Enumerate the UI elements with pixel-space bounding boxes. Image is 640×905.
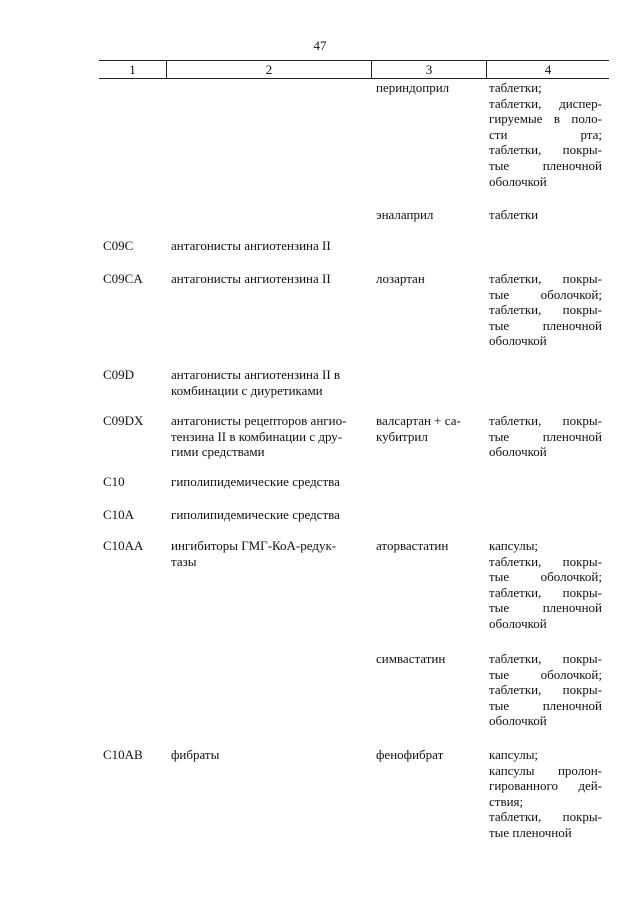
page-number: 47 — [313, 38, 327, 53]
dosage-form-line: тые пленочной — [489, 317, 602, 333]
dosage-form-line: тые пленочной — [489, 428, 602, 444]
dosage-forms — [489, 538, 602, 632]
drug-name: аторвастатин — [376, 538, 449, 553]
dosage-forms — [489, 413, 602, 460]
group-name: антагонисты рецепторов ангио- тензина II в комбинации с дру- гими средствами — [171, 413, 347, 460]
dosage-form-line: гированного дей- — [489, 778, 602, 794]
atc-code: C09C — [103, 238, 134, 253]
dosage-form-line: ствия; — [489, 793, 524, 809]
drug-name: лозартан — [376, 271, 425, 286]
header-col-2: 2 — [166, 61, 371, 78]
dosage-form-line: гируемые в поло- — [489, 111, 602, 127]
atc-code: C10A — [103, 507, 135, 522]
dosage-form-line: таблетки, покры- — [489, 142, 602, 158]
dosage-form-line: капсулы; — [489, 747, 539, 762]
dosage-form-line: таблетки; — [489, 80, 542, 95]
dosage-forms — [489, 271, 602, 349]
dosage-form-line: тые пленочной — [489, 824, 572, 840]
dosage-forms — [489, 651, 602, 729]
dosage-form-line: таблетки, покры- — [489, 809, 602, 825]
dosage-form-line: таблетки, покры- — [489, 413, 602, 428]
group-name: ингибиторы ГМГ-КоА-редук- тазы — [171, 538, 337, 569]
dosage-form-line: таблетки, покры- — [489, 651, 602, 666]
dosage-form-line: капсулы; — [489, 538, 539, 553]
dosage-form-line: оболочкой — [489, 333, 547, 349]
drug-name: периндоприл — [376, 80, 450, 95]
dosage-form-line: таблетки, покры- — [489, 271, 602, 286]
dosage-form-line: оболочкой — [489, 444, 547, 460]
group-name: антагонисты ангиотензина II в комбинации с диуретиками — [171, 367, 341, 398]
group-name: антагонисты ангиотензина II — [171, 238, 331, 253]
dosage-form-line: оболочкой — [489, 615, 547, 631]
header-col-4: 4 — [486, 61, 609, 78]
dosage-form-line: оболочкой — [489, 173, 547, 189]
atc-code: C10 — [103, 474, 125, 489]
dosage-form-line: таблетки, покры- — [489, 682, 602, 698]
dosage-forms — [489, 747, 602, 841]
dosage-form-line: таблетки, покры- — [489, 584, 602, 600]
dosage-form-line: тые пленочной — [489, 157, 602, 173]
drug-name: фенофибрат — [376, 747, 444, 762]
drug-name: эналаприл — [376, 207, 434, 222]
dosage-form-line: таблетки, диспер- — [489, 95, 602, 111]
dosage-form-line: таблетки, покры- — [489, 302, 602, 318]
drug-name: валсартан + са- кубитрил — [376, 413, 461, 444]
dosage-form-line: таблетки — [489, 207, 539, 222]
dosage-forms — [489, 207, 602, 223]
atc-code: C10AA — [103, 538, 144, 553]
atc-code: C10AB — [103, 747, 143, 762]
dosage-form-line: сти рта; — [489, 126, 602, 142]
group-name: фибраты — [171, 747, 220, 762]
group-name: гиполипидемические средства — [171, 507, 340, 522]
dosage-form-line: капсулы пролон- — [489, 762, 602, 778]
dosage-form-line: тые оболочкой; — [489, 286, 602, 302]
dosage-form-line: оболочкой — [489, 713, 547, 729]
header-col-3: 3 — [371, 61, 486, 78]
dosage-forms — [489, 80, 602, 189]
group-name: гиполипидемические средства — [171, 474, 340, 489]
atc-code: C09CA — [103, 271, 143, 286]
atc-code: C09DX — [103, 413, 144, 428]
drug-name: симвастатин — [376, 651, 446, 666]
dosage-form-line: тые оболочкой; — [489, 666, 602, 682]
dosage-form-line: тые пленочной — [489, 697, 602, 713]
dosage-form-line: тые оболочкой; — [489, 569, 602, 585]
atc-code: C09D — [103, 367, 135, 382]
header-col-1: 1 — [129, 62, 136, 77]
group-name: антагонисты ангиотензина II — [171, 271, 331, 286]
dosage-form-line: таблетки, покры- — [489, 553, 602, 569]
dosage-form-line: тые пленочной — [489, 600, 602, 616]
